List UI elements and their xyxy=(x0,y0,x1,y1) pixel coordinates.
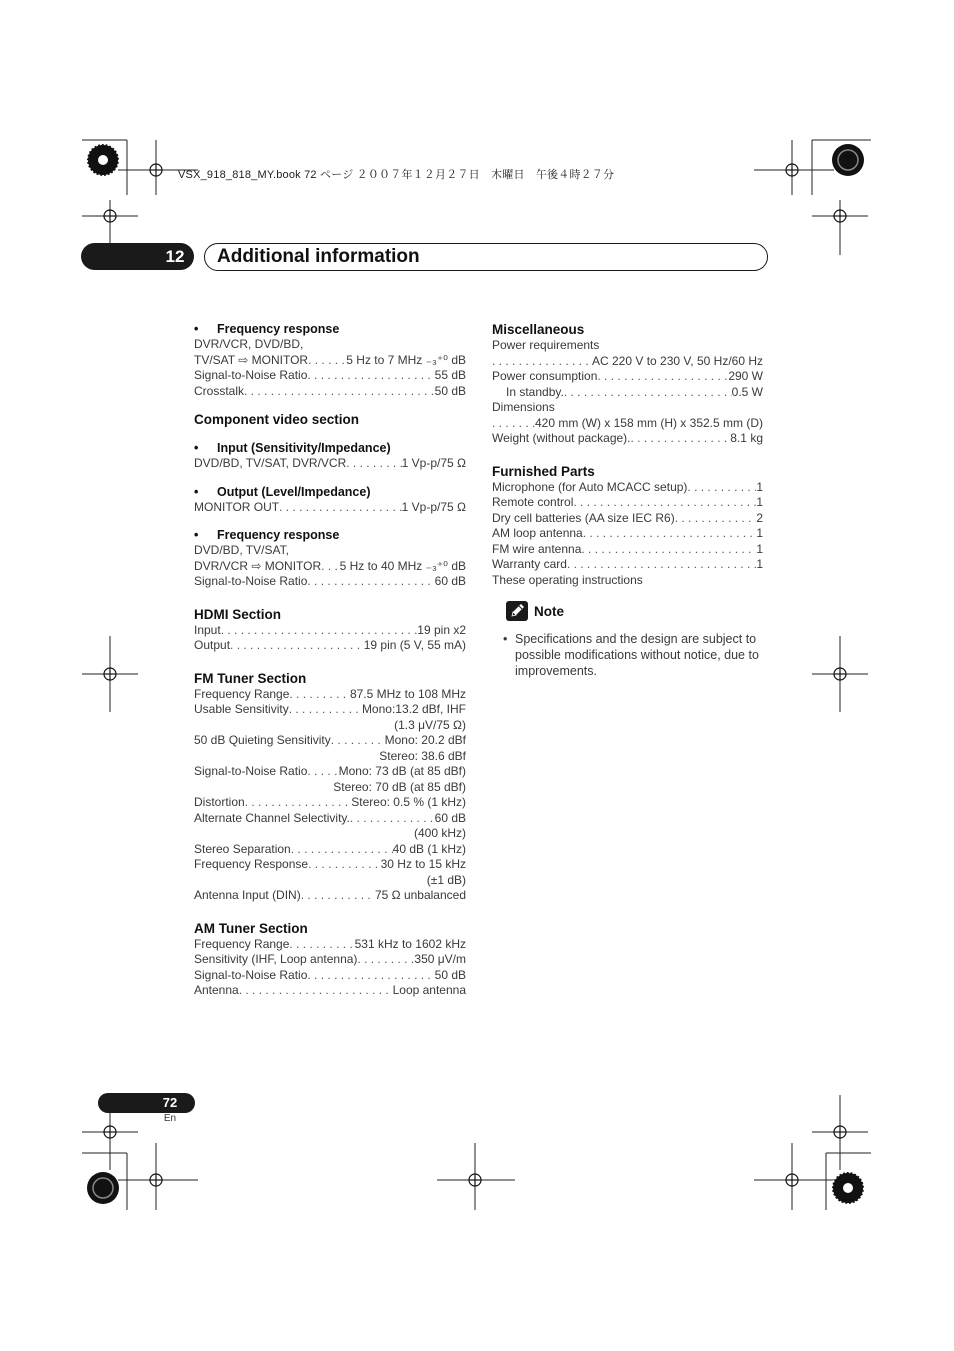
fm-tuner-heading: FM Tuner Section xyxy=(194,670,307,686)
spec-label: Usable Sensitivity xyxy=(194,702,289,716)
spec-row xyxy=(194,811,466,827)
spec-value: 1 xyxy=(756,557,763,571)
spec-value: 1 Vp-p/75 Ω xyxy=(401,456,466,470)
am-tuner-heading: AM Tuner Section xyxy=(194,920,308,936)
spec-row xyxy=(194,968,466,984)
spec-value: 420 mm (W) x 158 mm (H) x 352.5 mm (D) xyxy=(534,415,763,430)
miscellaneous-heading: Miscellaneous xyxy=(492,322,585,337)
spec-value: 2 xyxy=(756,510,763,525)
spec-label: FM wire antenna xyxy=(492,541,582,556)
spec-label: Input xyxy=(194,622,221,637)
spec-value: 1 Vp-p/75 Ω xyxy=(401,499,466,514)
spec-value: Mono: 20.2 dBf xyxy=(384,733,466,747)
spec-row xyxy=(194,795,466,811)
spec-label: Frequency Range xyxy=(194,936,290,951)
spec-value: AC 220 V to 230 V, 50 Hz/60 Hz xyxy=(592,353,763,368)
spec-continuation: Stereo: 70 dB (at 85 dBf) xyxy=(333,779,466,794)
spec-label: Output xyxy=(194,638,231,652)
spec-label: Microphone (for Auto MCACC setup) xyxy=(492,479,688,494)
spec-row xyxy=(492,431,763,447)
spec-label: TV/SAT ⇨ MONITOR xyxy=(194,352,309,367)
spec-continuation: (±1 dB) xyxy=(426,872,466,887)
spec-label: Frequency Range xyxy=(194,686,290,701)
spec-row xyxy=(194,888,466,904)
spec-value: 50 dB xyxy=(434,967,466,982)
spec-label: Warranty card xyxy=(492,557,567,571)
spec-value: 1 xyxy=(756,479,763,494)
spec-label: Signal-to-Noise Ratio xyxy=(194,368,308,382)
spec-continuation: (1.3 μV/75 Ω) xyxy=(394,717,466,732)
spec-row xyxy=(194,353,466,369)
spec-label: Stereo Separation xyxy=(194,841,291,856)
note-heading: Note xyxy=(534,603,564,619)
right-column xyxy=(492,321,763,588)
spec-value: 290 W xyxy=(728,369,763,383)
spec-line: DVR/VCR, DVD/BD, xyxy=(194,337,304,351)
spec-label: Signal-to-Noise Ratio xyxy=(194,574,308,588)
spec-row xyxy=(194,842,466,858)
audio-frequency-response-heading: • Frequency response xyxy=(194,321,466,337)
spec-label: In standby. xyxy=(506,384,564,399)
spec-value: 0.5 W xyxy=(731,384,763,399)
book-file-line: VSX_918_818_MY.book 72 ページ ２００７年１２月２７日 木曜日 午後４時２７分 xyxy=(178,169,615,181)
hdmi-heading: HDMI Section xyxy=(194,606,282,622)
left-column xyxy=(194,321,466,999)
spec-continuation: Stereo: 38.6 dBf xyxy=(379,748,466,763)
spec-row xyxy=(194,574,466,590)
spec-value: 5 Hz to 7 MHz ₋₃⁺⁰ dB xyxy=(346,352,466,367)
spec-value: 350 μV/m xyxy=(414,952,466,966)
spec-row xyxy=(194,687,466,703)
spec-value: 1 xyxy=(756,526,763,540)
spec-value: 40 dB (1 kHz) xyxy=(392,841,466,856)
spec-row xyxy=(194,384,466,400)
spec-row xyxy=(492,542,763,558)
spec-value: 19 pin (5 V, 55 mA) xyxy=(363,638,466,652)
spec-label: Frequency Response xyxy=(194,857,309,871)
spec-line: Power requirements xyxy=(492,338,600,352)
spec-row xyxy=(194,456,466,472)
spec-value: 55 dB xyxy=(434,368,466,382)
spec-row xyxy=(194,983,466,999)
furnished-parts-heading: Furnished Parts xyxy=(492,463,595,479)
pencil-icon xyxy=(506,601,528,621)
spec-row xyxy=(194,764,466,780)
spec-row xyxy=(194,857,466,873)
spec-row xyxy=(492,495,763,511)
spec-value: Mono: 73 dB (at 85 dBf) xyxy=(338,764,466,778)
spec-label: DVD/BD, TV/SAT, DVR/VCR xyxy=(194,456,347,470)
spec-value: 87.5 MHz to 108 MHz xyxy=(349,686,466,701)
chapter-number: 12 xyxy=(165,247,185,266)
spec-value: 1 xyxy=(756,495,763,509)
page-number: 72 xyxy=(162,1095,178,1110)
spec-label: Antenna xyxy=(194,983,239,997)
spec-value: 50 dB xyxy=(434,383,466,398)
spec-label: Antenna Input (DIN) xyxy=(194,888,301,902)
spec-label: Distortion xyxy=(194,795,245,809)
spec-row xyxy=(194,937,466,953)
video-frequency-response-heading: • Frequency response xyxy=(194,527,466,543)
spec-value: 531 kHz to 1602 kHz xyxy=(354,936,466,951)
output-bullet: • Output (Level/Impedance) xyxy=(194,484,466,500)
spec-value: 5 Hz to 40 MHz ₋₃⁺⁰ dB xyxy=(339,558,466,573)
spec-label: Remote control xyxy=(492,495,574,509)
spec-value: 60 dB xyxy=(434,810,466,825)
page-language: En xyxy=(163,1113,177,1124)
spec-line: DVD/BD, TV/SAT, xyxy=(194,543,289,557)
spec-label: Dry cell batteries (AA size IEC R6) xyxy=(492,510,675,525)
spec-row xyxy=(492,385,763,401)
spec-label: Power consumption xyxy=(492,369,598,383)
spec-continuation: (400 kHz) xyxy=(413,826,466,840)
spec-label: Signal-to-Noise Ratio xyxy=(194,967,308,982)
spec-row xyxy=(492,511,763,527)
spec-value: Stereo: 0.5 % (1 kHz) xyxy=(351,795,466,809)
input-bullet: • Input (Sensitivity/Impedance) xyxy=(194,440,466,456)
spec-value: Mono:13.2 dBf, IHF xyxy=(361,702,466,716)
spec-label: 50 dB Quieting Sensitivity xyxy=(194,733,331,747)
spec-row xyxy=(492,369,763,385)
note-text: • Specifications and the design are subject to possible modifications without notice, due to improvements. xyxy=(506,631,766,679)
spec-row xyxy=(194,500,466,516)
spec-row xyxy=(492,416,763,432)
component-video-heading: Component video section xyxy=(194,412,360,427)
spec-line: These operating instructions xyxy=(492,572,643,587)
spec-value: 19 pin x2 xyxy=(417,622,466,637)
spec-label: Weight (without package). xyxy=(492,431,631,445)
spec-label: MONITOR OUT xyxy=(194,499,280,514)
spec-label: AM loop antenna xyxy=(492,526,583,540)
spec-row xyxy=(492,480,763,496)
spec-label: Signal-to-Noise Ratio xyxy=(194,764,308,778)
spec-value: 1 xyxy=(756,541,763,556)
spec-label: DVR/VCR ⇨ MONITOR xyxy=(194,558,322,573)
spec-row xyxy=(194,952,466,968)
spec-value: 30 Hz to 15 kHz xyxy=(380,857,466,871)
spec-value: 60 dB xyxy=(434,574,466,588)
spec-row xyxy=(194,733,466,749)
spec-value: Loop antenna xyxy=(392,983,466,997)
spec-value: 8.1 kg xyxy=(730,431,763,445)
spec-label: Crosstalk xyxy=(194,383,245,398)
spec-row xyxy=(194,559,466,575)
note-box xyxy=(506,601,766,679)
spec-row xyxy=(194,368,466,384)
spec-row xyxy=(194,638,466,654)
spec-row xyxy=(194,702,466,718)
chapter-title: Additional information xyxy=(217,246,420,267)
spec-row xyxy=(492,354,763,370)
spec-line: Dimensions xyxy=(492,400,555,414)
spec-row xyxy=(492,557,763,573)
spec-row xyxy=(194,623,466,639)
spec-label: Sensitivity (IHF, Loop antenna) xyxy=(194,952,358,966)
spec-value: 75 Ω unbalanced xyxy=(374,888,466,902)
spec-row xyxy=(492,526,763,542)
spec-label: Alternate Channel Selectivity. xyxy=(194,810,350,825)
